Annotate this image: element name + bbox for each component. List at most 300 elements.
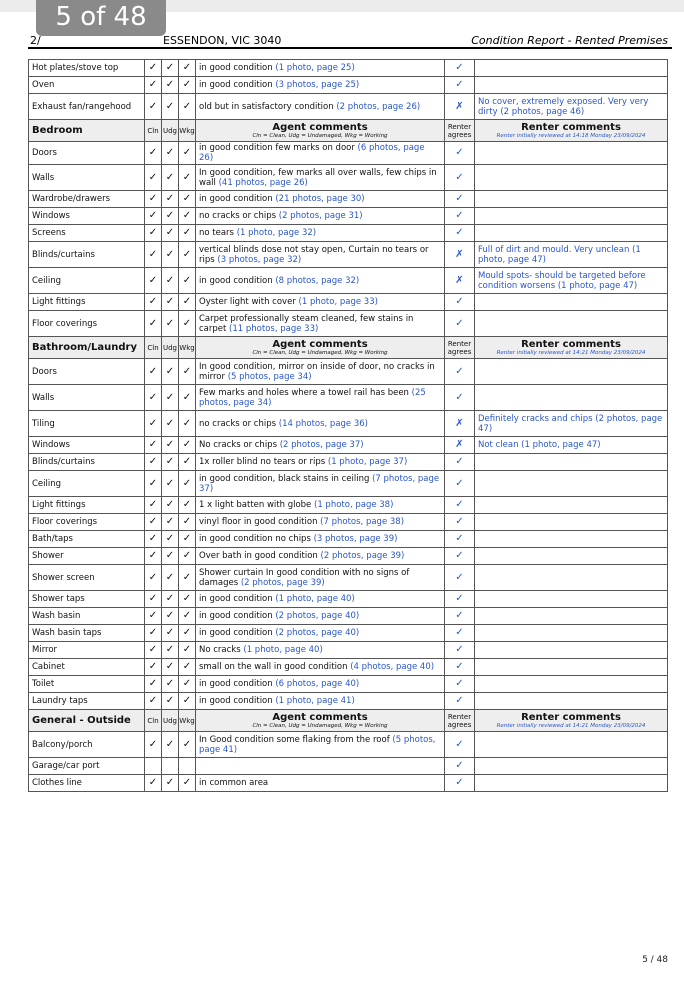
agent-comment-text: Shower curtain In good condition with no signs of damages xyxy=(199,567,410,588)
item-name: Windows xyxy=(29,437,145,454)
wkg-check: ✓ xyxy=(179,676,196,693)
section-title: Bedroom xyxy=(29,120,145,142)
photo-reference: (3 photos, page 25) xyxy=(275,80,360,90)
agent-comment xyxy=(196,225,445,242)
agent-comment-text: in good condition xyxy=(199,594,273,604)
udg-check: ✓ xyxy=(162,77,179,94)
renter-agrees-mark: ✗ xyxy=(445,242,475,268)
agent-comment xyxy=(196,94,445,120)
header-rule xyxy=(28,47,672,49)
agent-comment-text: in good condition xyxy=(199,194,273,204)
photo-reference: (2 photos, page 31) xyxy=(278,211,363,221)
cln-check: ✓ xyxy=(145,165,162,191)
agent-comment xyxy=(196,531,445,548)
udg-check: ✓ xyxy=(162,165,179,191)
photo-reference: (11 photos, page 33) xyxy=(229,323,319,334)
renter-review-timestamp: Renter initially reviewed at 14:21 Monday 23/09/2024 xyxy=(496,722,646,729)
renter-agrees-mark: ✓ xyxy=(445,625,475,642)
agent-comment xyxy=(196,591,445,608)
col-header-cln: Cln xyxy=(145,120,162,142)
agent-comment xyxy=(196,359,445,385)
wkg-check: ✓ xyxy=(179,311,196,337)
renter-agrees-header: Renter agrees xyxy=(445,120,475,142)
photo-reference: (3 photos, page 32) xyxy=(217,254,302,265)
agent-comment xyxy=(196,548,445,565)
agent-comment-text: No cracks or chips xyxy=(199,440,278,450)
renter-comment-text: Mould spots- should be targeted before condition worsens xyxy=(478,270,646,291)
udg-check: ✓ xyxy=(162,565,179,591)
renter-comment-text: Full of dirt and mould. Very unclean xyxy=(478,244,630,255)
renter-comment xyxy=(475,591,668,608)
table-row xyxy=(29,385,668,411)
item-name: Floor coverings xyxy=(29,514,145,531)
cln-check: ✓ xyxy=(145,268,162,294)
renter-agrees-mark: ✓ xyxy=(445,359,475,385)
cln-check: ✓ xyxy=(145,471,162,497)
photo-reference: (25 photos, page 34) xyxy=(199,387,426,408)
renter-comment xyxy=(475,497,668,514)
photo-reference: (2 photos, page 39) xyxy=(240,577,325,588)
table-row xyxy=(29,311,668,337)
col-header-udg: Udg xyxy=(162,120,179,142)
renter-photo-reference: (1 photo, page 47) xyxy=(521,440,601,450)
udg-check: ✓ xyxy=(162,732,179,758)
renter-comment xyxy=(475,359,668,385)
renter-agrees-mark: ✓ xyxy=(445,142,475,165)
wkg-check: ✓ xyxy=(179,514,196,531)
item-name: Light fittings xyxy=(29,497,145,514)
renter-photo-reference: (1 photo, page 47) xyxy=(478,244,641,265)
renter-comment xyxy=(475,732,668,758)
photo-reference: (1 photo, page 41) xyxy=(275,696,355,706)
cln-check: ✓ xyxy=(145,693,162,710)
col-header-cln: Cln xyxy=(145,337,162,359)
renter-agrees-mark: ✓ xyxy=(445,208,475,225)
wkg-check: ✓ xyxy=(179,165,196,191)
udg-check: ✓ xyxy=(162,608,179,625)
wkg-check: ✓ xyxy=(179,732,196,758)
renter-agrees-mark: ✓ xyxy=(445,514,475,531)
photo-reference: (7 photos, page 38) xyxy=(320,517,405,527)
cln-check: ✓ xyxy=(145,225,162,242)
wkg-check: ✓ xyxy=(179,608,196,625)
cln-check: ✓ xyxy=(145,775,162,792)
renter-comment xyxy=(475,608,668,625)
renter-agrees-mark: ✓ xyxy=(445,758,475,775)
wkg-check: ✓ xyxy=(179,693,196,710)
agent-comment xyxy=(196,676,445,693)
photo-reference: (1 photo, page 32) xyxy=(236,228,317,238)
udg-check: ✓ xyxy=(162,471,179,497)
renter-comments-title: Renter comments xyxy=(521,711,621,723)
cln-check: ✓ xyxy=(145,359,162,385)
agent-comment xyxy=(196,514,445,531)
wkg-check: ✓ xyxy=(179,208,196,225)
photo-reference: (1 photo, page 40) xyxy=(275,594,355,604)
wkg-check: ✓ xyxy=(179,591,196,608)
agent-comments-title: Agent comments xyxy=(272,711,368,723)
renter-comment xyxy=(475,775,668,792)
wkg-check: ✓ xyxy=(179,294,196,311)
agent-comment xyxy=(196,165,445,191)
table-row xyxy=(29,775,668,792)
udg-check: ✓ xyxy=(162,385,179,411)
header-report-title: Condition Report - Rented Premises xyxy=(471,34,668,47)
agent-comment-text: in good condition no chips xyxy=(199,534,311,544)
renter-agrees-mark: ✓ xyxy=(445,497,475,514)
item-name: Ceiling xyxy=(29,471,145,497)
renter-agrees-mark: ✓ xyxy=(445,225,475,242)
renter-comments-header xyxy=(475,120,668,142)
item-name: Bath/taps xyxy=(29,531,145,548)
photo-reference: (2 photos, page 39) xyxy=(320,551,405,561)
agent-comment xyxy=(196,437,445,454)
renter-comment xyxy=(475,642,668,659)
cln-check: ✓ xyxy=(145,208,162,225)
photo-reference: (4 photos, page 40) xyxy=(350,662,435,672)
item-name: Wash basin taps xyxy=(29,625,145,642)
renter-agrees-mark: ✗ xyxy=(445,94,475,120)
photo-reference: (5 photos, page 34) xyxy=(227,371,312,382)
cln-check: ✓ xyxy=(145,642,162,659)
wkg-check: ✓ xyxy=(179,191,196,208)
agent-comment xyxy=(196,693,445,710)
agent-comment-text: in common area xyxy=(199,778,269,788)
wkg-check: ✓ xyxy=(179,242,196,268)
udg-check: ✓ xyxy=(162,497,179,514)
renter-agrees-mark: ✓ xyxy=(445,385,475,411)
table-row xyxy=(29,208,668,225)
table-row xyxy=(29,608,668,625)
item-name: Wardrobe/drawers xyxy=(29,191,145,208)
section-header-bathroom xyxy=(29,337,668,359)
renter-comment-text: No cover, extremely exposed. Very very dirty xyxy=(478,96,649,117)
agent-comment xyxy=(196,77,445,94)
wkg-check: ✓ xyxy=(179,77,196,94)
table-row xyxy=(29,268,668,294)
item-name: Hot plates/stove top xyxy=(29,60,145,77)
renter-comment xyxy=(475,268,668,294)
item-name: Blinds/curtains xyxy=(29,242,145,268)
udg-check: ✓ xyxy=(162,531,179,548)
table-row xyxy=(29,191,668,208)
photo-reference: (6 photos, page 40) xyxy=(275,679,360,689)
cln-check: ✓ xyxy=(145,608,162,625)
agent-comment xyxy=(196,294,445,311)
renter-comment xyxy=(475,693,668,710)
table-row xyxy=(29,565,668,591)
renter-comment xyxy=(475,191,668,208)
item-name: Light fittings xyxy=(29,294,145,311)
udg-check: ✓ xyxy=(162,225,179,242)
renter-agrees-mark: ✓ xyxy=(445,732,475,758)
agent-comments-legend: Cln = Clean, Udg = Undamaged, Wkg = Working xyxy=(252,722,388,729)
item-name: Walls xyxy=(29,385,145,411)
renter-comment xyxy=(475,385,668,411)
udg-check: ✓ xyxy=(162,294,179,311)
udg-check: ✓ xyxy=(162,676,179,693)
cln-check: ✓ xyxy=(145,591,162,608)
agent-comment-text: In good condition, mirror on inside of door, no cracks in mirror xyxy=(199,361,435,382)
agent-comment xyxy=(196,659,445,676)
agent-comment-text: In Good condition some flaking from the roof xyxy=(199,734,390,745)
wkg-check: ✓ xyxy=(179,775,196,792)
cln-check: ✓ xyxy=(145,514,162,531)
condition-report-table xyxy=(28,59,668,792)
table-row xyxy=(29,659,668,676)
table-row xyxy=(29,514,668,531)
item-name: Shower taps xyxy=(29,591,145,608)
renter-comment xyxy=(475,758,668,775)
agent-comment-text: In good condition, few marks all over walls, few chips in wall xyxy=(199,167,437,188)
photo-reference: (7 photos, page 37) xyxy=(199,473,440,494)
header-unit: 2/ xyxy=(30,34,41,47)
table-row xyxy=(29,676,668,693)
photo-reference: (8 photos, page 32) xyxy=(275,275,360,286)
wkg-check: ✓ xyxy=(179,437,196,454)
renter-comment-text: Definitely cracks and chips xyxy=(478,413,593,424)
agent-comment-text: vinyl floor in good condition xyxy=(199,517,318,527)
col-header-wkg: Wkg xyxy=(179,120,196,142)
item-name: Shower xyxy=(29,548,145,565)
item-name: Cabinet xyxy=(29,659,145,676)
wkg-check: ✓ xyxy=(179,411,196,437)
item-name: Doors xyxy=(29,359,145,385)
udg-check: ✓ xyxy=(162,268,179,294)
renter-agrees-mark: ✓ xyxy=(445,565,475,591)
udg-check: ✓ xyxy=(162,242,179,268)
agent-comment-text: 1x roller blind no tears or rips xyxy=(199,457,326,467)
item-name: Tiling xyxy=(29,411,145,437)
photo-reference: (1 photo, page 40) xyxy=(243,645,323,655)
page-number: 5 / 48 xyxy=(642,955,668,965)
renter-comment xyxy=(475,676,668,693)
item-name: Floor coverings xyxy=(29,311,145,337)
agent-comment xyxy=(196,242,445,268)
udg-check: ✓ xyxy=(162,94,179,120)
cln-check: ✓ xyxy=(145,437,162,454)
renter-review-timestamp: Renter initially reviewed at 14:21 Monday 23/09/2024 xyxy=(496,349,646,356)
udg-check: ✓ xyxy=(162,693,179,710)
item-name: Laundry taps xyxy=(29,693,145,710)
renter-agrees-mark: ✓ xyxy=(445,191,475,208)
cln-check: ✓ xyxy=(145,242,162,268)
renter-agrees-mark: ✓ xyxy=(445,693,475,710)
cln-check: ✓ xyxy=(145,454,162,471)
cln-check: ✓ xyxy=(145,60,162,77)
col-header-udg: Udg xyxy=(162,337,179,359)
item-name: Garage/car port xyxy=(29,758,145,775)
table-row xyxy=(29,591,668,608)
udg-check: ✓ xyxy=(162,454,179,471)
renter-agrees-mark: ✗ xyxy=(445,437,475,454)
table-row xyxy=(29,225,668,242)
agent-comment xyxy=(196,642,445,659)
photo-reference: (1 photo, page 37) xyxy=(327,457,408,467)
wkg-check: ✓ xyxy=(179,548,196,565)
agent-comment-text: in good condition xyxy=(199,696,273,706)
udg-check: ✓ xyxy=(162,142,179,165)
renter-comment xyxy=(475,437,668,454)
agent-comment-text: in good condition xyxy=(199,611,273,621)
photo-reference: (41 photos, page 26) xyxy=(218,177,308,188)
udg-check: ✓ xyxy=(162,60,179,77)
agent-comment-text: in good condition xyxy=(199,63,273,73)
table-row xyxy=(29,471,668,497)
udg-check: ✓ xyxy=(162,514,179,531)
renter-agrees-mark: ✓ xyxy=(445,311,475,337)
renter-comments-header xyxy=(475,337,668,359)
col-header-wkg: Wkg xyxy=(179,710,196,732)
item-name: Clothes line xyxy=(29,775,145,792)
renter-comment xyxy=(475,242,668,268)
renter-comment xyxy=(475,454,668,471)
agent-comment-text: Oyster light with cover xyxy=(199,297,296,307)
agent-comment-text: no cracks or chips xyxy=(199,211,277,221)
renter-comments-title: Renter comments xyxy=(521,121,621,133)
table-row xyxy=(29,625,668,642)
agent-comments-header xyxy=(196,337,445,359)
wkg-check xyxy=(179,758,196,775)
udg-check: ✓ xyxy=(162,311,179,337)
item-name: Wash basin xyxy=(29,608,145,625)
cln-check: ✓ xyxy=(145,77,162,94)
cln-check: ✓ xyxy=(145,385,162,411)
agent-comments-header xyxy=(196,710,445,732)
cln-check: ✓ xyxy=(145,294,162,311)
cln-check: ✓ xyxy=(145,531,162,548)
table-row xyxy=(29,693,668,710)
item-name: Balcony/porch xyxy=(29,732,145,758)
renter-comment-text: Not clean xyxy=(478,440,519,450)
table-row xyxy=(29,497,668,514)
udg-check: ✓ xyxy=(162,591,179,608)
renter-comment xyxy=(475,625,668,642)
agent-comments-title: Agent comments xyxy=(272,338,368,350)
photo-reference: (1 photo, page 38) xyxy=(314,500,394,510)
udg-check: ✓ xyxy=(162,191,179,208)
table-row xyxy=(29,642,668,659)
renter-comment xyxy=(475,60,668,77)
agent-comment xyxy=(196,608,445,625)
item-name: Exhaust fan/rangehood xyxy=(29,94,145,120)
renter-agrees-mark: ✓ xyxy=(445,454,475,471)
photo-reference: (3 photos, page 39) xyxy=(313,534,398,544)
photo-reference: (2 photos, page 26) xyxy=(336,101,421,112)
agent-comment xyxy=(196,565,445,591)
table-row xyxy=(29,94,668,120)
renter-comment xyxy=(475,531,668,548)
item-name: Doors xyxy=(29,142,145,165)
wkg-check: ✓ xyxy=(179,359,196,385)
renter-comments-title: Renter comments xyxy=(521,338,621,350)
agent-comment xyxy=(196,60,445,77)
renter-agrees-mark: ✓ xyxy=(445,608,475,625)
wkg-check: ✓ xyxy=(179,60,196,77)
udg-check: ✓ xyxy=(162,359,179,385)
section-title: General - Outside xyxy=(29,710,145,732)
agent-comment-text: old but in satisfactory condition xyxy=(199,101,334,112)
cln-check: ✓ xyxy=(145,565,162,591)
agent-comment xyxy=(196,497,445,514)
col-header-udg: Udg xyxy=(162,710,179,732)
wkg-check: ✓ xyxy=(179,625,196,642)
wkg-check: ✓ xyxy=(179,268,196,294)
renter-agrees-mark: ✓ xyxy=(445,531,475,548)
agent-comment-text: in good condition xyxy=(199,275,273,286)
renter-comment xyxy=(475,165,668,191)
renter-agrees-mark: ✓ xyxy=(445,775,475,792)
table-row xyxy=(29,454,668,471)
agent-comment xyxy=(196,775,445,792)
agent-comment-text: small on the wall in good condition xyxy=(199,662,348,672)
renter-comment xyxy=(475,77,668,94)
table-row xyxy=(29,531,668,548)
renter-agrees-mark: ✓ xyxy=(445,548,475,565)
cln-check: ✓ xyxy=(145,497,162,514)
wkg-check: ✓ xyxy=(179,142,196,165)
renter-agrees-mark: ✓ xyxy=(445,642,475,659)
renter-comment xyxy=(475,311,668,337)
photo-reference: (6 photos, page 26) xyxy=(199,143,425,163)
agent-comment-text: in good condition few marks on door xyxy=(199,143,355,153)
photo-reference: (21 photos, page 30) xyxy=(275,194,365,204)
renter-agrees-mark: ✓ xyxy=(445,165,475,191)
cln-check: ✓ xyxy=(145,676,162,693)
cln-check: ✓ xyxy=(145,191,162,208)
section-header-outside xyxy=(29,710,668,732)
wkg-check: ✓ xyxy=(179,471,196,497)
udg-check xyxy=(162,758,179,775)
table-row xyxy=(29,294,668,311)
wkg-check: ✓ xyxy=(179,531,196,548)
agent-comment xyxy=(196,411,445,437)
cln-check: ✓ xyxy=(145,142,162,165)
wkg-check: ✓ xyxy=(179,497,196,514)
photo-reference: (2 photos, page 40) xyxy=(275,611,360,621)
page-counter-badge: 5 of 48 xyxy=(36,0,166,36)
udg-check: ✓ xyxy=(162,208,179,225)
table-row xyxy=(29,548,668,565)
wkg-check: ✓ xyxy=(179,642,196,659)
agent-comment-text: in good condition, black stains in ceiling xyxy=(199,473,370,484)
agent-comment-text: 1 x light batten with globe xyxy=(199,500,312,510)
udg-check: ✓ xyxy=(162,625,179,642)
agent-comment xyxy=(196,454,445,471)
agent-comment xyxy=(196,268,445,294)
wkg-check: ✓ xyxy=(179,454,196,471)
udg-check: ✓ xyxy=(162,437,179,454)
renter-agrees-header: Renter agrees xyxy=(445,337,475,359)
wkg-check: ✓ xyxy=(179,565,196,591)
udg-check: ✓ xyxy=(162,642,179,659)
agent-comment-text: in good condition xyxy=(199,80,273,90)
item-name: Screens xyxy=(29,225,145,242)
cln-check: ✓ xyxy=(145,732,162,758)
table-row xyxy=(29,758,668,775)
renter-comment xyxy=(475,294,668,311)
renter-comment xyxy=(475,225,668,242)
col-header-wkg: Wkg xyxy=(179,337,196,359)
item-name: Ceiling xyxy=(29,268,145,294)
item-name: Windows xyxy=(29,208,145,225)
udg-check: ✓ xyxy=(162,411,179,437)
table-row xyxy=(29,411,668,437)
agent-comment-text: Few marks and holes where a towel rail has been xyxy=(199,387,409,398)
table-row xyxy=(29,77,668,94)
agent-comment-text: vertical blinds dose not stay open, Curtain no tears or rips xyxy=(199,244,429,265)
agent-comment xyxy=(196,311,445,337)
